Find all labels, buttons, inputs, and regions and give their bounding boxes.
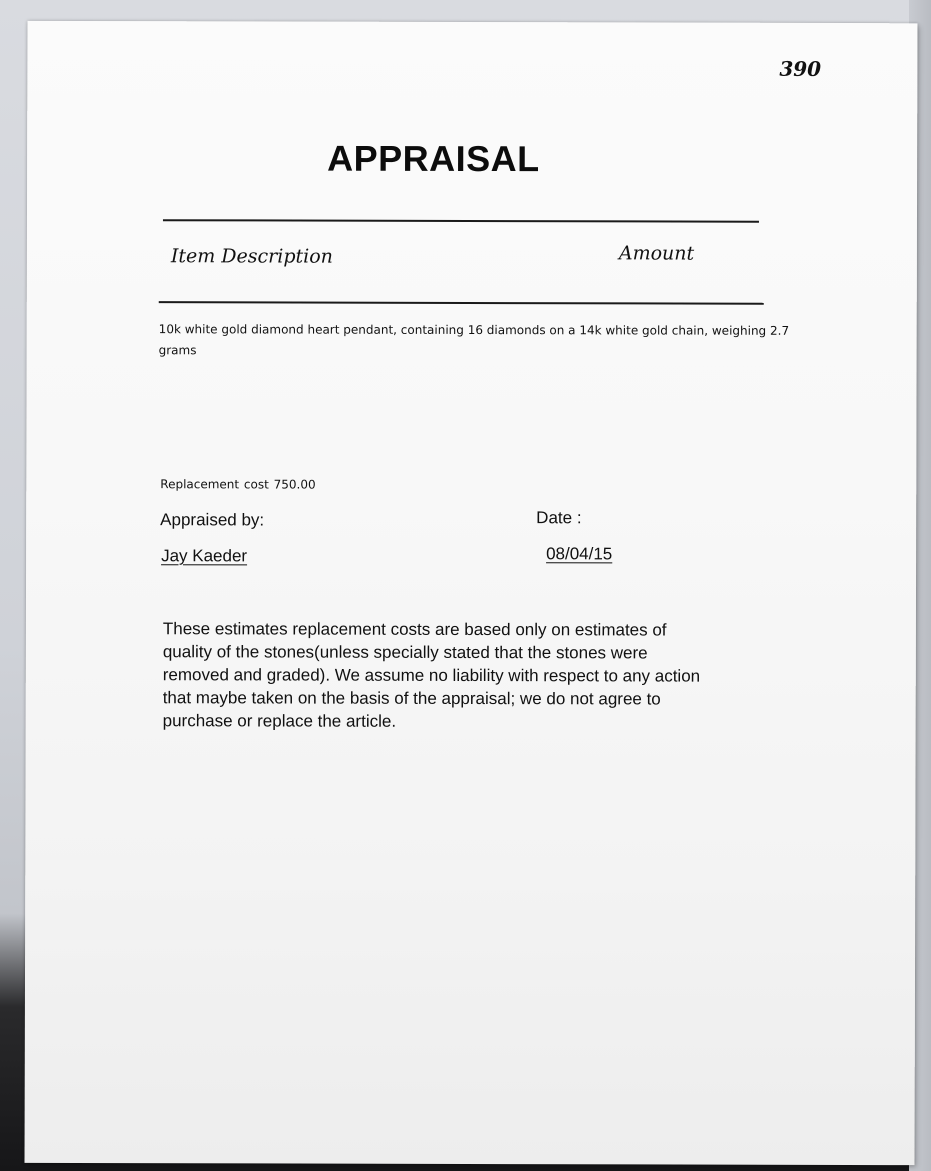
liability-disclaimer: These estimates replacement costs are based only on estimates of quality of the stones(unless specially stated that the stones were removed and graded). We assume no liability with respect to any action that maybe taken on the basis of the appraisal; we do not agree to purchase or replace the article. <box>162 619 701 731</box>
item-description-heading: Item Description <box>170 245 333 268</box>
appraisal-date: 08/04/15 <box>546 544 613 564</box>
appraised-by-label: Appraised by: <box>160 510 265 530</box>
replacement-cost: Replacement cost 750.00 <box>160 477 316 492</box>
handwritten-page-number: 390 <box>779 56 822 81</box>
header-top-rule <box>163 219 759 223</box>
item-description-text: 10k white gold diamond heart pendant, containing 16 diamonds on a 14k white gold chain, weighing 2.7 grams <box>158 322 790 358</box>
appraiser-name: Jay Kaeder <box>161 546 248 566</box>
header-bottom-rule <box>159 301 764 305</box>
amount-heading: Amount <box>618 242 695 265</box>
document-title: APPRAISAL <box>327 137 540 180</box>
appraisal-document <box>25 21 918 1165</box>
date-label: Date : <box>536 508 582 528</box>
